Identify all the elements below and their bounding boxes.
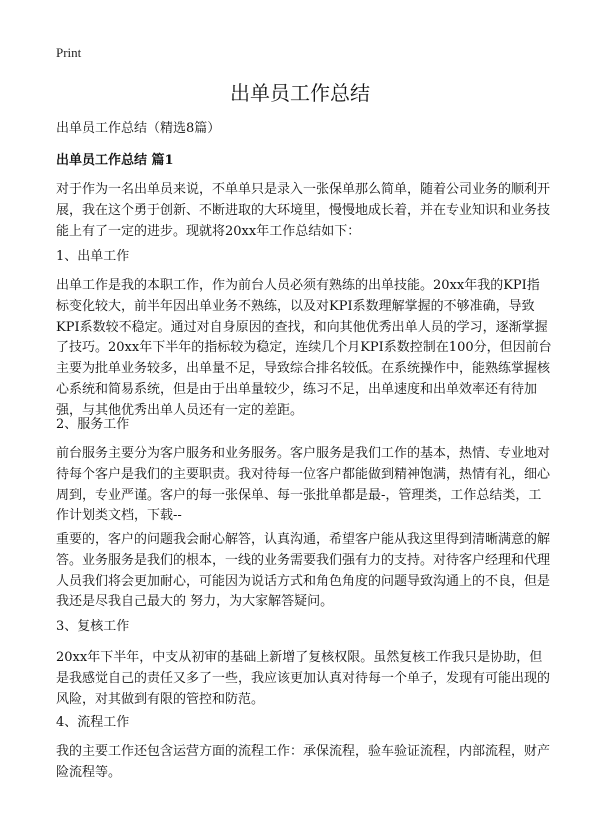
section-2-paragraph-1: 前台服务主要分为客户服务和业务服务。客户服务是我们工作的基本，热情、专业地对待每个客户是我们的主要职责。我对待每一位客户都能做到精神饱满，热情有礼，细心周到，专业严谨。客户的每一张保单、每一张批单都是最-，管理类，工作总结类，工作计划类文档，下载-- xyxy=(56,446,551,524)
page-title: 出单员工作总结 xyxy=(230,81,370,105)
section-heading-2: 2、服务工作 xyxy=(56,417,130,432)
section-heading-3: 3、复核工作 xyxy=(56,619,130,634)
section-title: 出单员工作总结 篇1 xyxy=(56,153,174,168)
section-1-paragraph: 出单工作是我的本职工作，作为前台人员必须有熟练的出单技能。20xx年我的KPI指标变化较大，前半年因出单业务不熟练，以及对KPI系数理解掌握的不够准确，导致KPI系数较不稳定。通过对自身原因的查找，和向其他优秀出单人员的学习，逐渐掌握了技巧。20xx年下半年的指标较为稳定，连续几个月KPI系数控制在100分，但因前台主要为批单业务较多，出单量不足，导致综合排名较低。在系统操作中，能熟练掌握核心系统和简易系统，但是由于出单量较少，练习不足，出单速度和出单效率还有待加强，与其他优秀出单人员还有一定的差距。 xyxy=(56,278,552,418)
section-2-paragraph-2: 重要的，客户的问题我会耐心解答，认真沟通，希望客户能从我这里得到清晰满意的解答。业务服务是我们的根本，一线的业务需要我们强有力的支持。对待客户经理和代理人员我们将会更加耐心，可能因为说话方式和角色角度的问题导致沟通上的不良，但是我还是尽我自己最大的 努力，为大家解答疑问。 xyxy=(56,532,551,610)
section-4-paragraph: 我的主要工作还包含运营方面的流程工作：承保流程，验车验证流程，内部流程，财产险流程等。 xyxy=(56,744,551,780)
section-heading-4: 4、流程工作 xyxy=(56,715,130,730)
section-heading-1: 1、出单工作 xyxy=(56,249,130,264)
document-subtitle: 出单员工作总结（精选8篇） xyxy=(56,121,221,136)
section-3-paragraph: 20xx年下半年，中支从初审的基础上新增了复核权限。虽然复核工作我只是协助，但是我感觉自己的责任又多了一些，我应该更加认真对待每一个单子，发现有可能出现的风险，对其做到有限的管控和防范。 xyxy=(56,650,551,707)
print-link[interactable]: Print xyxy=(56,45,82,60)
intro-paragraph: 对于作为一名出单员来说，不单单只是录入一张保单那么简单，随着公司业务的顺利开展，我在这个勇于创新、不断进取的大环境里，慢慢地成长着，并在专业知识和业务技能上有了一定的进步。现就将20xx年工作总结如下： xyxy=(56,182,551,239)
